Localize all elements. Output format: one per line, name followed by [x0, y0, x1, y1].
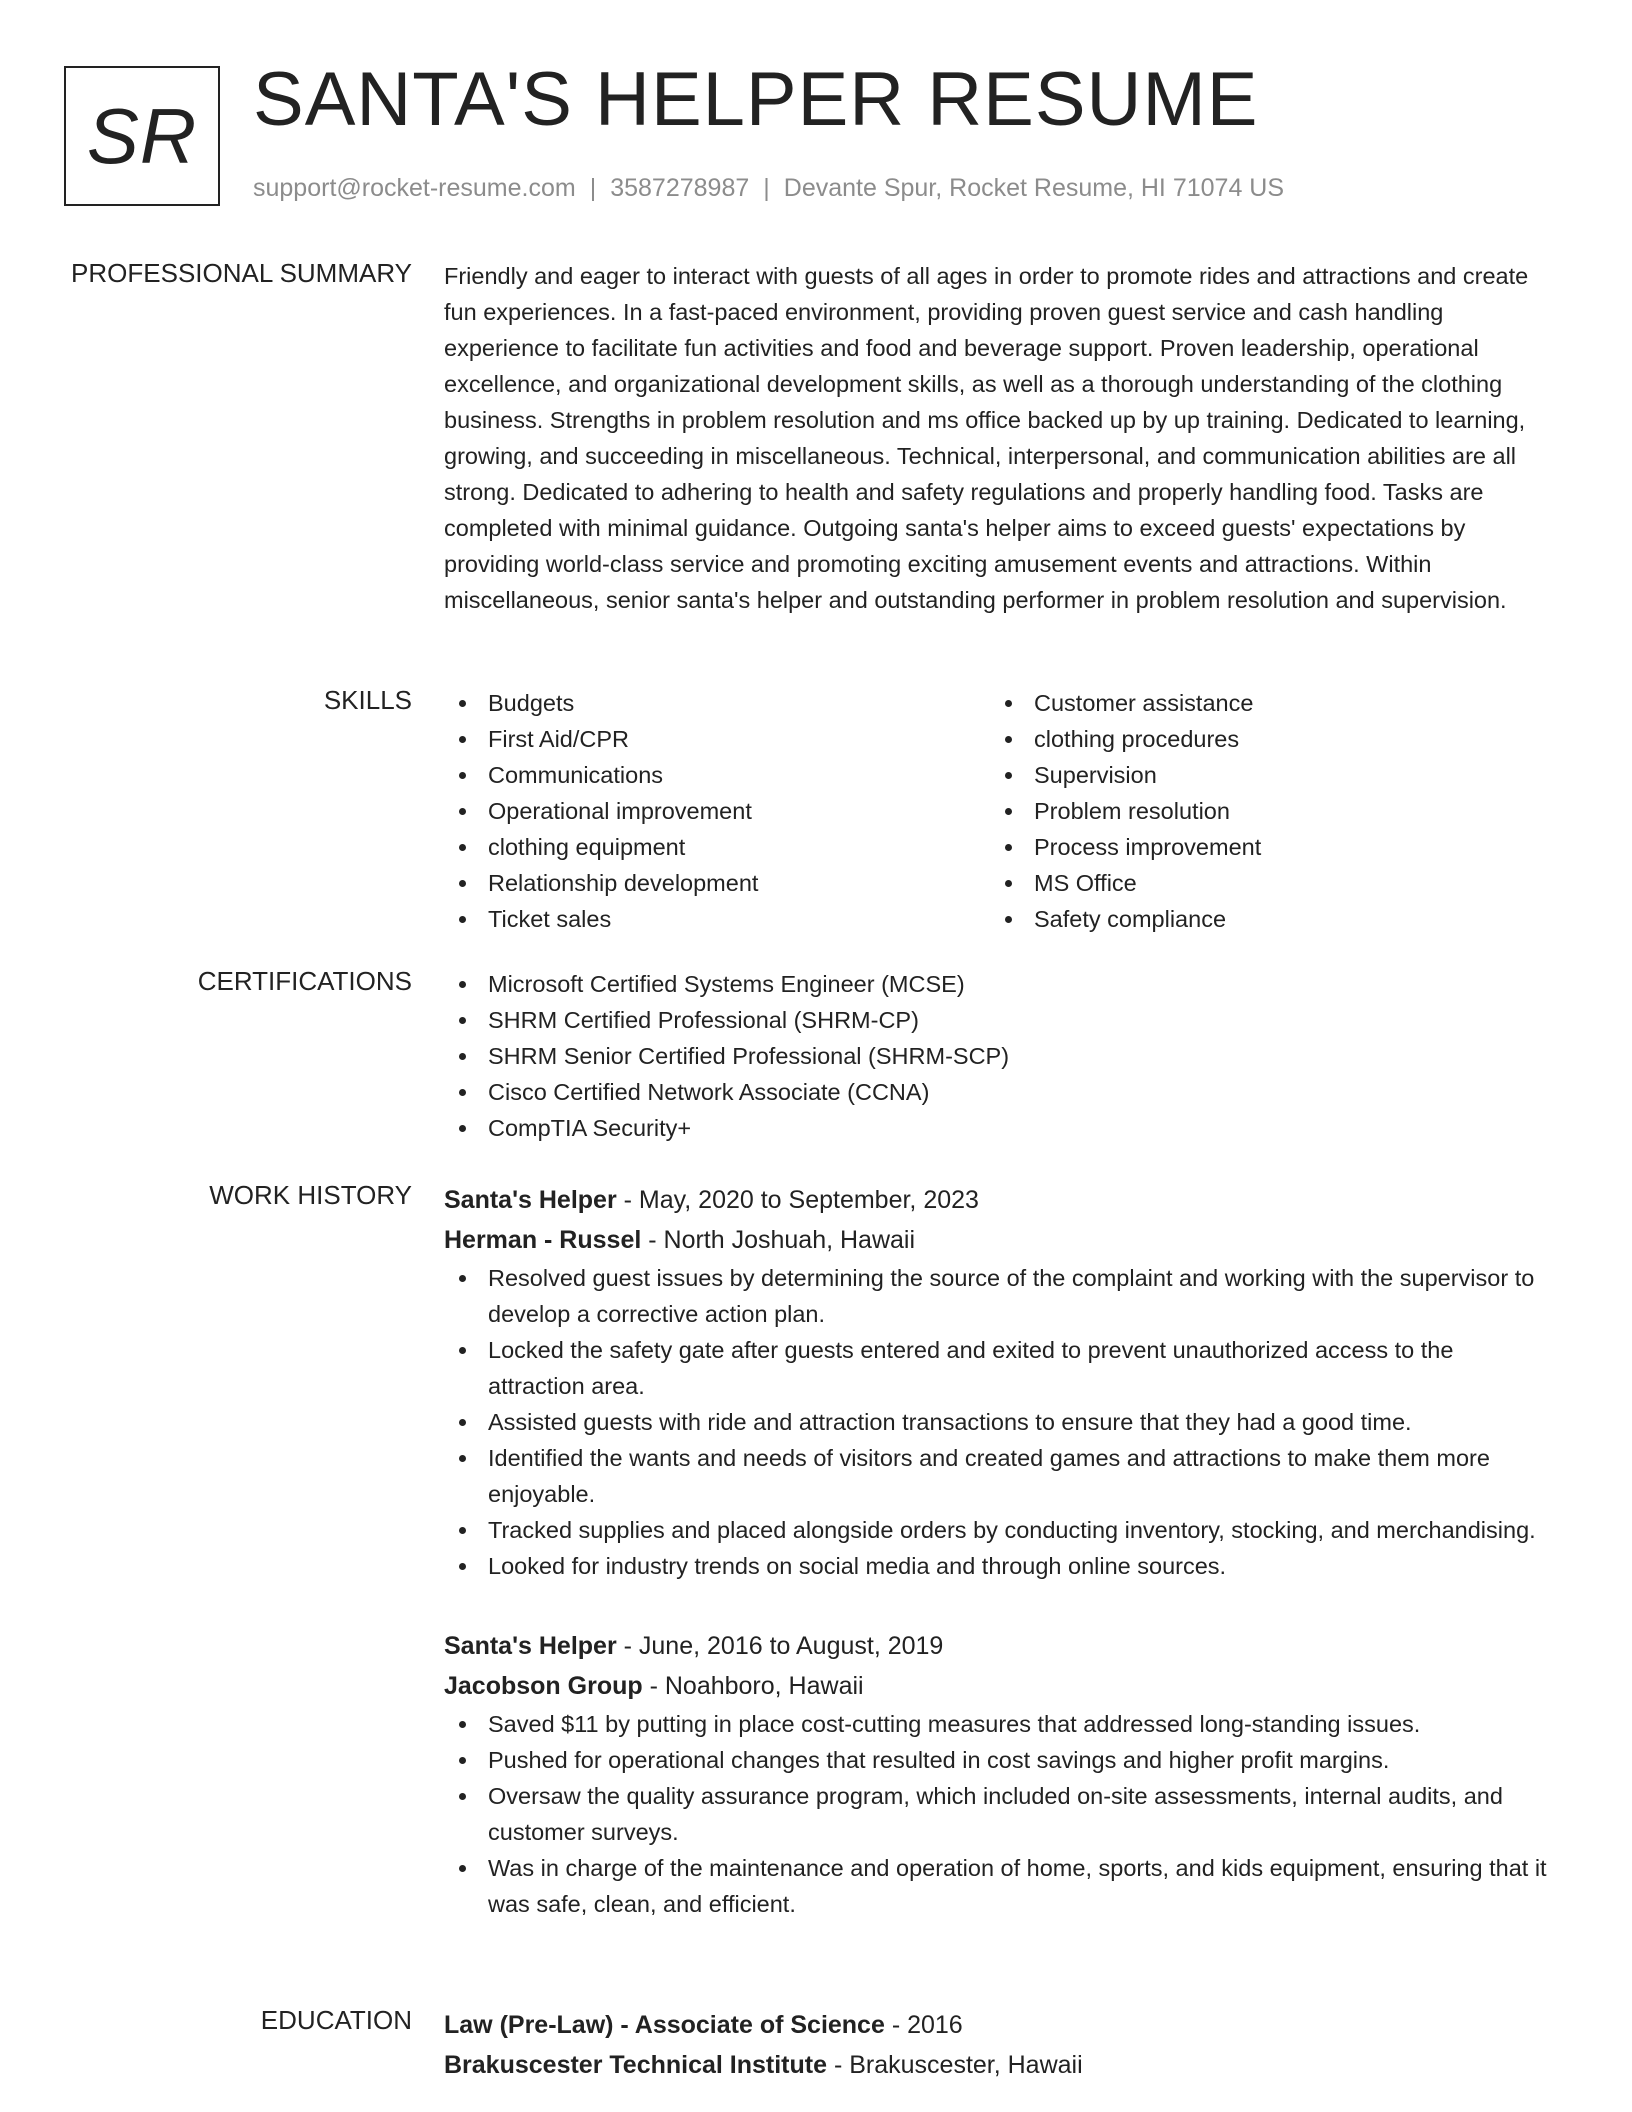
- job-title-line: [444, 1626, 1554, 1666]
- skill-item: Ticket sales: [444, 901, 990, 937]
- skill-item: clothing procedures: [990, 721, 1536, 757]
- education-body: [444, 2005, 1554, 2085]
- job-duties-list: [444, 1260, 1554, 1584]
- skills-heading: SKILLS: [323, 685, 412, 715]
- job-duty-item: Oversaw the quality assurance program, which included on-site assessments, internal audits, and customer surveys.: [444, 1778, 1554, 1850]
- certification-item: SHRM Senior Certified Professional (SHRM-SCP): [444, 1038, 1554, 1074]
- job-dates: - June, 2016 to August, 2019: [616, 1632, 944, 1660]
- job-entry: [444, 1626, 1554, 1922]
- job-title: Santa's Helper: [444, 1186, 617, 1214]
- contact-separator: |: [763, 174, 770, 202]
- skill-item: Communications: [444, 757, 990, 793]
- certification-item: CompTIA Security+: [444, 1110, 1554, 1146]
- job-duty-item: Pushed for operational changes that resulted in cost savings and higher profit margins.: [444, 1742, 1554, 1778]
- skill-item: Customer assistance: [990, 685, 1536, 721]
- job-duty-item: Was in charge of the maintenance and operation of home, sports, and kids equipment, ensuring that it was safe, clean, and efficient.: [444, 1850, 1554, 1922]
- work-history-heading: WORK HISTORY: [209, 1180, 412, 1210]
- skills-column-right: [990, 685, 1536, 937]
- skill-item: Budgets: [444, 685, 990, 721]
- skills-column-left: [444, 685, 990, 937]
- contact-email: support@rocket-resume.com: [253, 174, 576, 202]
- contact-line: [253, 174, 1284, 203]
- job-location: - Noahboro, Hawaii: [642, 1672, 864, 1700]
- job-company: Herman - Russel: [444, 1226, 642, 1254]
- summary-text: Friendly and eager to interact with guests of all ages in order to promote rides and attractions and create fun experiences. In a fast-paced environment, providing proven guest service and cash handling experience to facilitate fun activities and food and beverage support. Proven leadership, operational excellence, and organizational development skills, as well as a thorough understanding of the clothing business. Strengths in problem resolution and ms office backed up by up training. Dedicated to learning, growing, and succeeding in miscellaneous. Technical, interpersonal, and communication abilities are all strong. Dedicated to adhering to health and safety regulations and properly handling food. Tasks are completed with minimal guidance. Outgoing santa's helper aims to exceed guests' expectations by providing world-class service and promoting exciting amusement events and attractions. Within miscellaneous, senior santa's helper and outstanding performer in problem resolution and supervision.: [444, 263, 1529, 613]
- skill-item: Supervision: [990, 757, 1536, 793]
- skill-item: Relationship development: [444, 865, 990, 901]
- education-degree: Law (Pre-Law) - Associate of Science: [444, 2011, 885, 2039]
- contact-address: Devante Spur, Rocket Resume, HI 71074 US: [783, 174, 1285, 202]
- skill-item: First Aid/CPR: [444, 721, 990, 757]
- certification-item: SHRM Certified Professional (SHRM-CP): [444, 1002, 1554, 1038]
- work-history-body: [444, 1180, 1554, 1922]
- contact-separator: |: [589, 174, 597, 202]
- certifications-heading: CERTIFICATIONS: [197, 966, 412, 996]
- skill-item: Process improvement: [990, 829, 1536, 865]
- skill-item: Operational improvement: [444, 793, 990, 829]
- skills-list: [444, 685, 1554, 937]
- job-dates: - May, 2020 to September, 2023: [616, 1186, 979, 1214]
- education-location: - Brakuscester, Hawaii: [827, 2051, 1083, 2079]
- job-duty-item: Identified the wants and needs of visitors and created games and attractions to make them more enjoyable.: [444, 1440, 1554, 1512]
- education-year: - 2016: [884, 2011, 963, 2039]
- education-school-line: [444, 2045, 1554, 2085]
- job-title: Santa's Helper: [444, 1632, 617, 1660]
- skill-item: MS Office: [990, 865, 1536, 901]
- job-duty-item: Assisted guests with ride and attraction transactions to ensure that they had a good time.: [444, 1404, 1554, 1440]
- education-heading: EDUCATION: [260, 2005, 412, 2035]
- job-company-line: [444, 1220, 1554, 1260]
- job-entry: [444, 1180, 1554, 1584]
- certification-item: Microsoft Certified Systems Engineer (MCSE): [444, 966, 1554, 1002]
- resume-title: SANTA'S HELPER RESUME: [253, 57, 1259, 142]
- job-title-line: [444, 1180, 1554, 1220]
- skill-item: clothing equipment: [444, 829, 990, 865]
- skill-item: Safety compliance: [990, 901, 1536, 937]
- contact-phone: 3587278987: [610, 174, 750, 202]
- education-degree-line: [444, 2005, 1554, 2045]
- job-duties-list: [444, 1706, 1554, 1922]
- education-school: Brakuscester Technical Institute: [444, 2051, 828, 2079]
- certifications-list: [444, 966, 1554, 1146]
- skill-item: Problem resolution: [990, 793, 1536, 829]
- certifications-body: [444, 966, 1554, 1146]
- job-company: Jacobson Group: [444, 1672, 643, 1700]
- job-duty-item: Saved $11 by putting in place cost-cutting measures that addressed long-standing issues.: [444, 1706, 1554, 1742]
- job-duty-item: Resolved guest issues by determining the source of the complaint and working with the supervisor to develop a corrective action plan.: [444, 1260, 1554, 1332]
- job-duty-item: Tracked supplies and placed alongside orders by conducting inventory, stocking, and merchandising.: [444, 1512, 1554, 1548]
- certification-item: Cisco Certified Network Associate (CCNA): [444, 1074, 1554, 1110]
- job-company-line: [444, 1666, 1554, 1706]
- summary-heading: PROFESSIONAL SUMMARY: [71, 258, 412, 288]
- monogram-logo: SR: [64, 66, 220, 206]
- job-duty-item: Looked for industry trends on social media and through online sources.: [444, 1548, 1554, 1584]
- job-duty-item: Locked the safety gate after guests entered and exited to prevent unauthorized access to the attraction area.: [444, 1332, 1554, 1404]
- job-location: - North Joshuah, Hawaii: [641, 1226, 916, 1254]
